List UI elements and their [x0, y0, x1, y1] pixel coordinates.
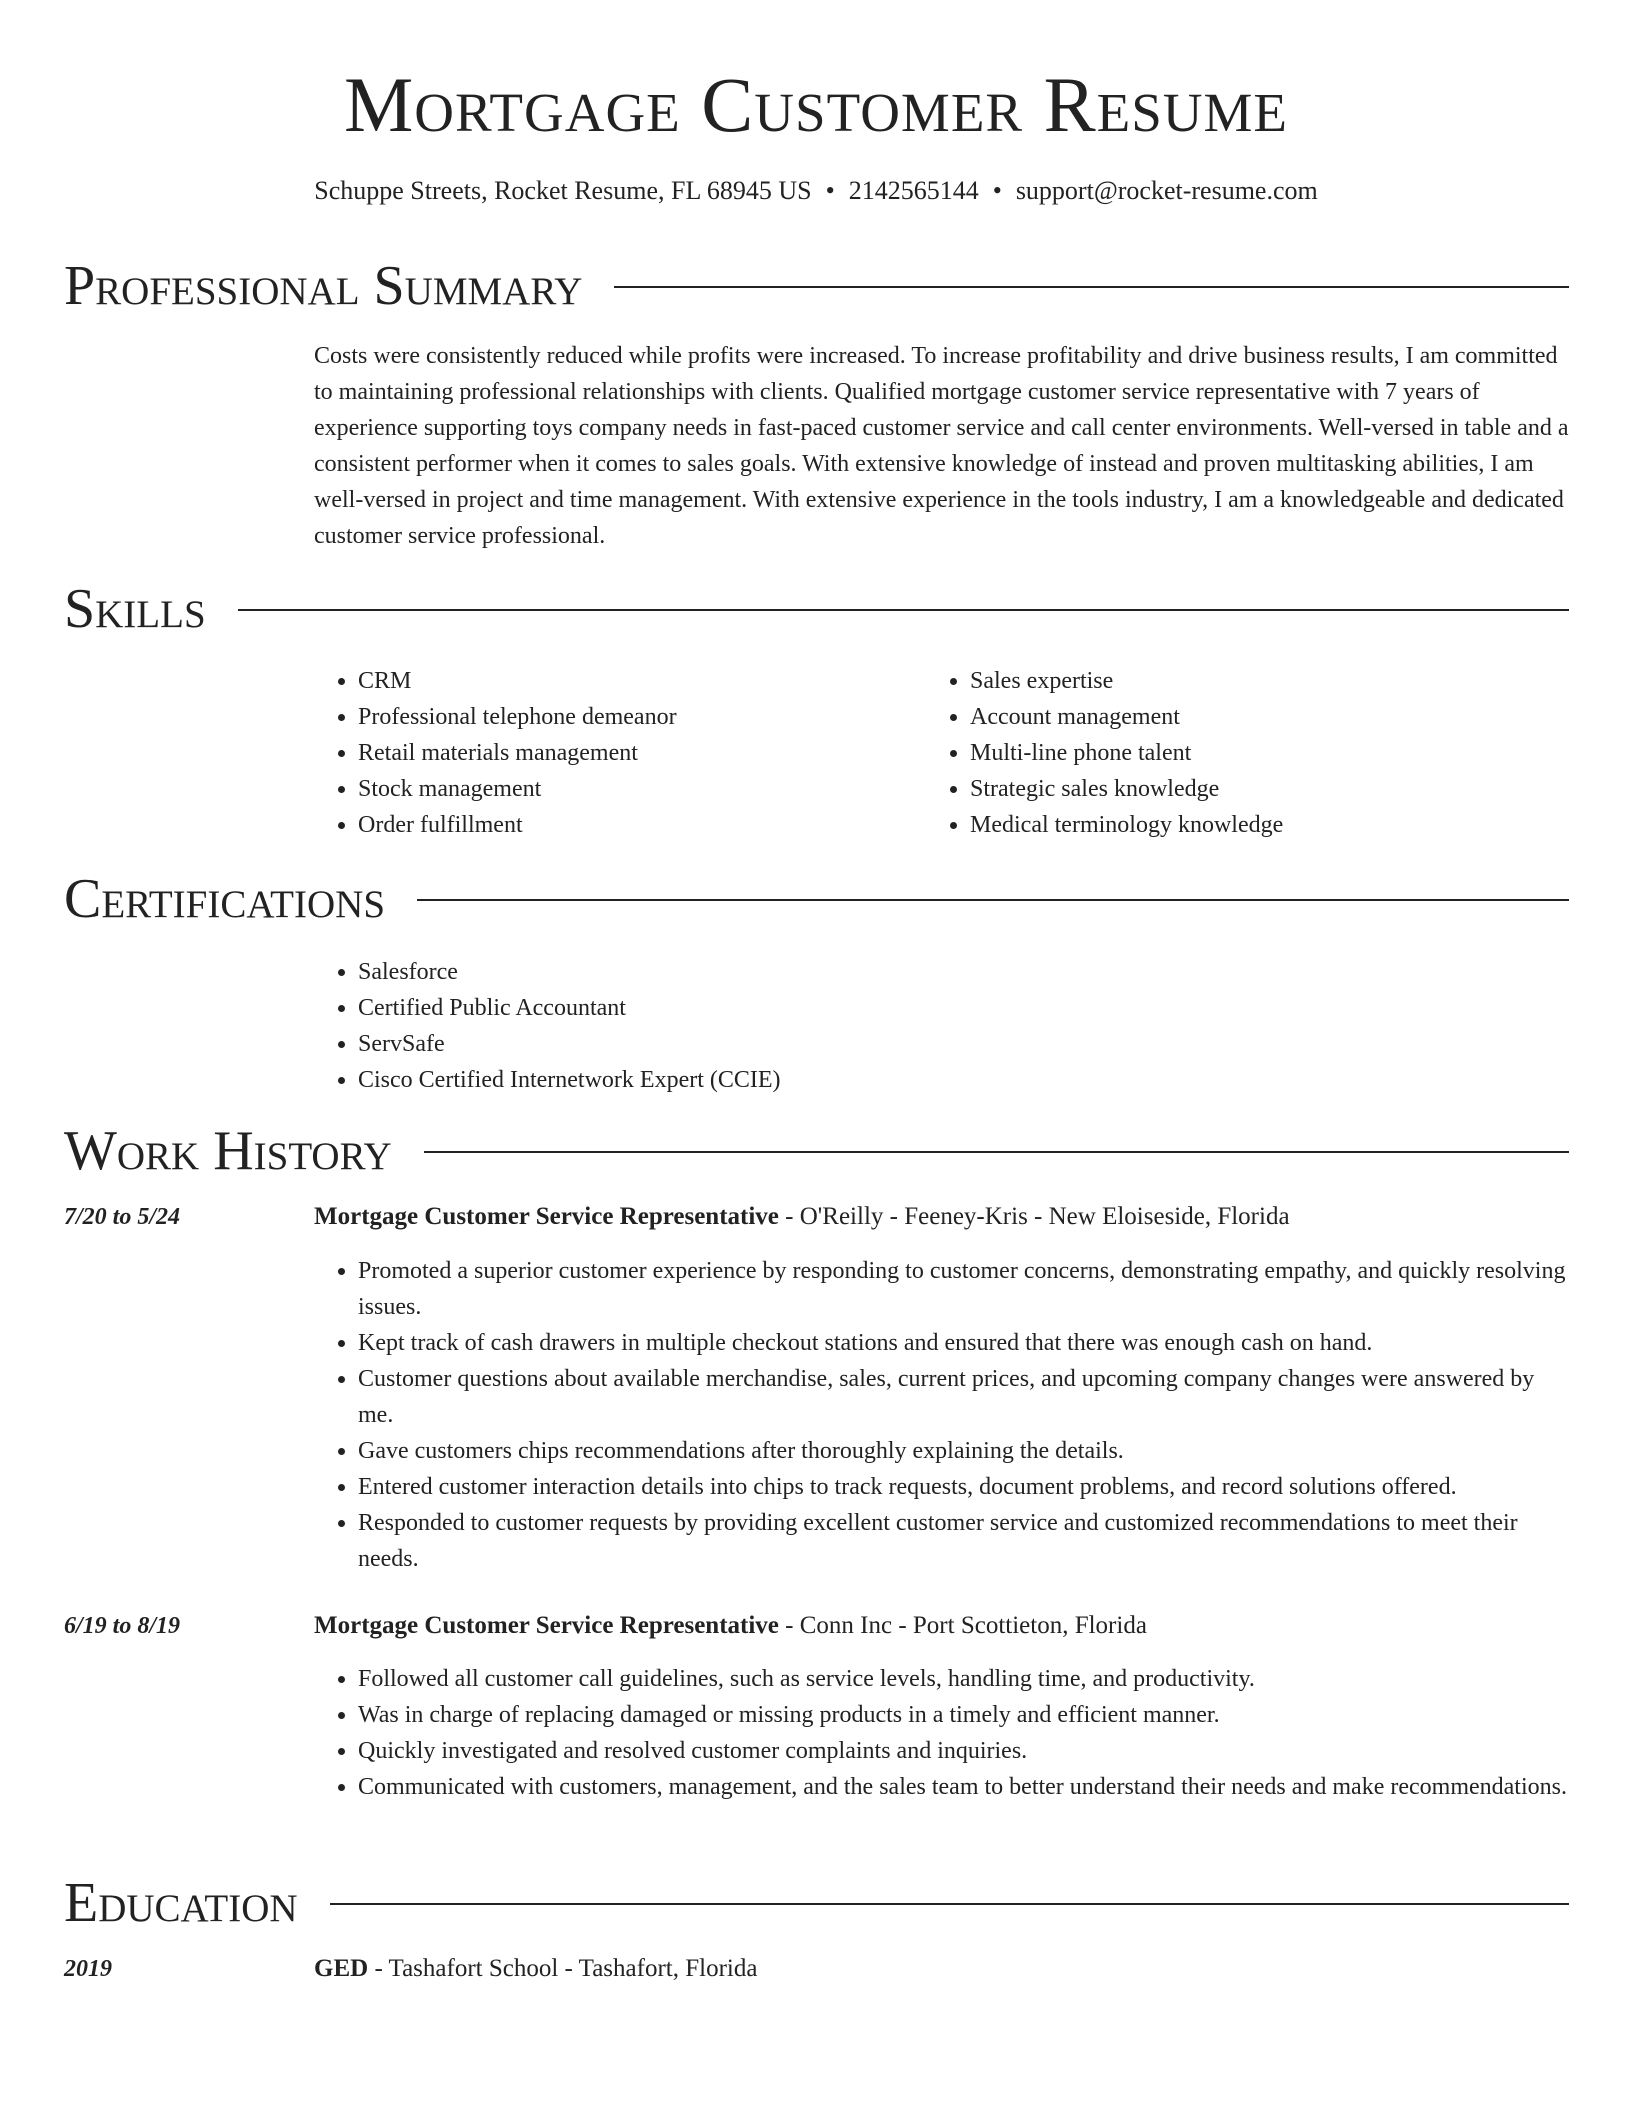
job-details: - O'Reilly - Feeney-Kris - New Eloiseside, Florida	[778, 1203, 1290, 1230]
job-title-line	[314, 1609, 1570, 1643]
contact-address: Schuppe Streets, Rocket Resume, FL 68945 US	[314, 176, 812, 205]
certifications-list-wrap	[314, 954, 1514, 1098]
education-degree: GED	[314, 1955, 369, 1982]
certification-item: • Cisco Certified Internetwork Expert (CCIE)	[358, 1062, 1514, 1098]
contact-phone: 2142565144	[848, 176, 979, 205]
job-bullet: • Communicated with customers, management, and the sales team to better understand their needs and make recommendations.	[358, 1769, 1570, 1805]
resume-name: Mortgage Customer Resume	[343, 61, 1289, 148]
certification-item: • Salesforce	[358, 954, 1514, 990]
job-bullet: • Quickly investigated and resolved customer complaints and inquiries.	[358, 1733, 1570, 1769]
job-bullet: • Responded to customer requests by providing excellent customer service and customized recommendations to meet their needs.	[358, 1505, 1570, 1577]
section-divider	[614, 286, 1569, 288]
job-bullet: • Was in charge of replacing damaged or missing products in a timely and efficient manner.	[358, 1697, 1570, 1733]
skills-right-column	[926, 663, 1526, 843]
job-bullet-list	[314, 1661, 1570, 1805]
job-bullet: • Promoted a superior customer experience by responding to customer concerns, demonstrating empathy, and quickly resolving issues.	[358, 1253, 1570, 1325]
education-title: Education	[64, 1872, 298, 1934]
skills-left-column	[314, 663, 914, 843]
contact-separator: •	[992, 176, 1002, 205]
certifications-heading	[64, 867, 1569, 931]
skill-item: • Sales expertise	[970, 663, 1526, 699]
work-history-title: Work History	[64, 1120, 392, 1182]
skill-item: • Stock management	[358, 771, 914, 807]
job-bullets	[314, 1253, 1570, 1577]
summary-heading	[64, 254, 1569, 318]
skill-item: • Account management	[970, 699, 1526, 735]
section-divider	[238, 609, 1569, 611]
contact-line	[0, 175, 1632, 207]
job-bullet: • Kept track of cash drawers in multiple checkout stations and ensured that there was enough cash on hand.	[358, 1325, 1570, 1361]
section-divider	[330, 1903, 1569, 1905]
section-divider	[417, 899, 1569, 901]
job-bullet: • Customer questions about available merchandise, sales, current prices, and upcoming company changes were answered by me.	[358, 1361, 1570, 1433]
skill-item: • Strategic sales knowledge	[970, 771, 1526, 807]
skills-title: Skills	[64, 578, 206, 640]
job-dates: 6/19 to 8/19	[64, 1613, 181, 1639]
certification-item: • ServSafe	[358, 1026, 1514, 1062]
job-title-line	[314, 1200, 1570, 1234]
education-line	[314, 1952, 1570, 1986]
summary-title: Professional Summary	[64, 255, 583, 317]
skills-list-right	[926, 663, 1526, 843]
skill-item: • CRM	[358, 663, 914, 699]
skills-list-left	[314, 663, 914, 843]
skill-item: • Retail materials management	[358, 735, 914, 771]
certifications-title: Certifications	[64, 868, 386, 930]
skill-item: • Multi-line phone talent	[970, 735, 1526, 771]
job-bullet: • Entered customer interaction details into chips to track requests, document problems, and record solutions offered.	[358, 1469, 1570, 1505]
job-details: - Conn Inc - Port Scottieton, Florida	[778, 1612, 1147, 1639]
skill-item: • Medical terminology knowledge	[970, 807, 1526, 843]
job-bullet-list	[314, 1253, 1570, 1577]
section-divider	[424, 1151, 1569, 1153]
skills-heading	[64, 577, 1569, 641]
job-role: Mortgage Customer Service Representative	[314, 1612, 779, 1639]
education-year: 2019	[64, 1956, 112, 1982]
job-dates: 7/20 to 5/24	[64, 1204, 181, 1230]
job-bullets	[314, 1661, 1570, 1805]
work-history-heading	[64, 1119, 1569, 1183]
education-heading	[64, 1871, 1569, 1935]
skill-item: • Order fulfillment	[358, 807, 914, 843]
education-details: - Tashafort School - Tashafort, Florida	[368, 1955, 758, 1982]
certifications-list	[314, 954, 1514, 1098]
certification-item: • Certified Public Accountant	[358, 990, 1514, 1026]
job-bullet: • Followed all customer call guidelines, such as service levels, handling time, and productivity.	[358, 1661, 1570, 1697]
summary-text: Costs were consistently reduced while profits were increased. To increase profitability and drive business results, I am committed to maintaining professional relationships with clients. Qualified mortgage customer service representative with 7 years of experience supporting toys company needs in fast-paced customer service and call center environments. Well-versed in table and a consistent performer when it comes to sales goals. With extensive knowledge of instead and proven multitasking abilities, I am well-versed in project and time management. With extensive experience in the tools industry, I am a knowledgeable and dedicated customer service professional.	[314, 343, 1569, 549]
contact-email: support@rocket-resume.com	[1015, 176, 1318, 205]
job-bullet: • Gave customers chips recommendations after thoroughly explaining the details.	[358, 1433, 1570, 1469]
contact-separator: •	[825, 176, 835, 205]
job-role: Mortgage Customer Service Representative	[314, 1203, 779, 1230]
skill-item: • Professional telephone demeanor	[358, 699, 914, 735]
